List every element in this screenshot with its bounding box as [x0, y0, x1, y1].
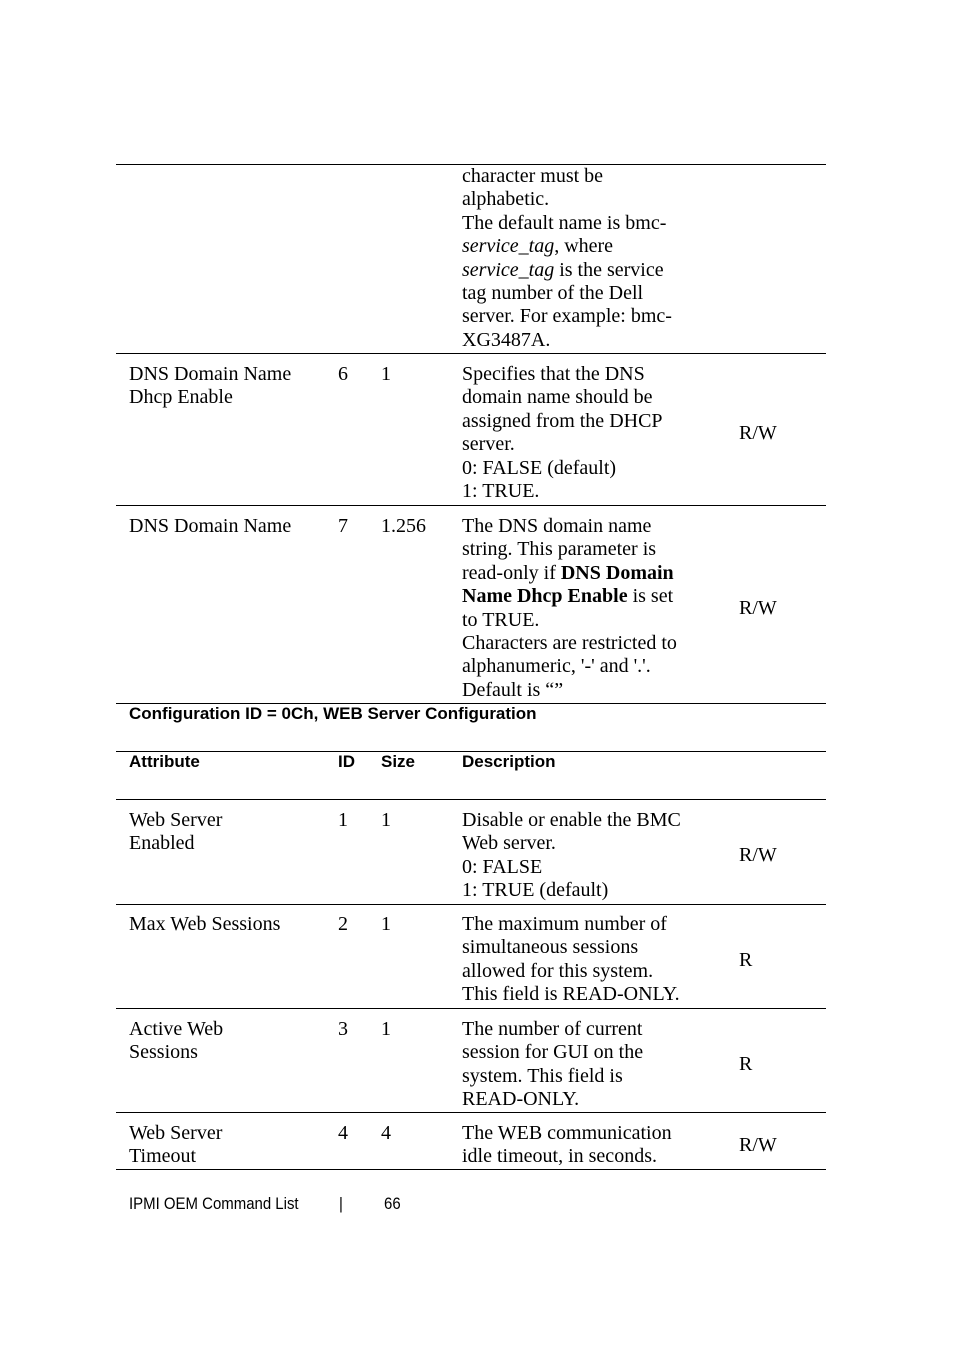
description-line: 1: TRUE (default) — [462, 879, 609, 902]
description-line: The WEB communication — [462, 1122, 672, 1144]
table-rule — [116, 353, 826, 354]
description-line: Characters are restricted to — [462, 632, 677, 655]
access-cell: R/W — [739, 597, 777, 619]
description-line: 0: FALSE — [462, 855, 543, 878]
size-cell: 1 — [381, 913, 391, 935]
description-line: alphanumeric, '-' and '.'. — [462, 655, 651, 678]
size-cell: 1 — [381, 809, 391, 831]
description-line: session for GUI on the — [462, 1041, 644, 1064]
table-rule — [116, 904, 826, 905]
description-line: character must be — [462, 165, 604, 187]
description-line: simultaneous sessions — [462, 936, 639, 959]
description-cell — [462, 913, 724, 1007]
italic-term: service_tag — [462, 258, 555, 281]
table-rule — [116, 799, 826, 800]
description-line: server. — [462, 433, 515, 456]
description-line: 1: TRUE. — [462, 480, 540, 503]
attribute-cell — [129, 363, 329, 410]
description-line: The default name is bmc- — [462, 211, 667, 234]
id-cell: 4 — [338, 1122, 348, 1144]
description-line — [462, 585, 724, 608]
description-line: alphabetic. — [462, 188, 550, 211]
header-description: Description — [462, 752, 556, 771]
attribute-line: Timeout — [129, 1145, 197, 1168]
id-cell: 6 — [338, 363, 348, 385]
size-cell: 1.256 — [381, 515, 426, 537]
description-cell — [462, 1122, 724, 1169]
description-line: string. This parameter is — [462, 538, 657, 561]
access-cell: R — [739, 949, 753, 971]
access-cell: R/W — [739, 844, 777, 866]
description-line: idle timeout, in seconds. — [462, 1145, 657, 1168]
attribute-line: DNS Domain Name — [129, 363, 292, 385]
description-line: Specifies that the DNS — [462, 363, 645, 385]
attribute-line: Web Server — [129, 809, 223, 831]
table-row-continued-description — [462, 165, 724, 352]
description-cell — [462, 515, 724, 702]
description-line: 0: FALSE (default) — [462, 456, 617, 479]
description-line: tag number of the Dell — [462, 282, 644, 305]
description-line: Default is “” — [462, 678, 564, 701]
description-line — [462, 235, 724, 258]
id-cell: 1 — [338, 809, 348, 831]
id-cell: 2 — [338, 913, 348, 935]
size-cell: 1 — [381, 1018, 391, 1040]
access-cell: R/W — [739, 422, 777, 444]
description-line: The maximum number of — [462, 913, 667, 935]
attribute-line: Dhcp Enable — [129, 386, 233, 409]
attribute-cell — [129, 1122, 329, 1169]
attribute-cell — [129, 1018, 329, 1065]
table-rule — [116, 1112, 826, 1113]
bold-term: DNS Domain — [560, 561, 674, 584]
size-cell: 1 — [381, 363, 391, 385]
description-fragment: read-only if — [462, 561, 561, 584]
description-cell — [462, 809, 724, 903]
section-title: Configuration ID = 0Ch, WEB Server Configuration — [129, 704, 537, 723]
header-id: ID — [338, 752, 355, 771]
attribute-line: Max Web Sessions — [129, 913, 281, 935]
footer-separator: | — [339, 1194, 343, 1213]
description-cell — [462, 1018, 724, 1112]
description-line: allowed for this system. — [462, 959, 654, 982]
description-line — [462, 562, 724, 585]
description-line: XG3487A. — [462, 328, 551, 351]
description-line: assigned from the DHCP — [462, 409, 663, 432]
italic-term: service_tag — [462, 235, 555, 258]
description-line: This field is READ-ONLY. — [462, 983, 680, 1006]
description-line: to TRUE. — [462, 608, 540, 631]
description-fragment: is the service — [554, 258, 664, 281]
attribute-cell — [129, 515, 329, 538]
access-cell: R — [739, 1053, 753, 1075]
description-line: system. This field is — [462, 1064, 623, 1087]
description-line: READ-ONLY. — [462, 1088, 580, 1111]
attribute-line: DNS Domain Name — [129, 515, 292, 537]
footer-page-number: 66 — [384, 1194, 401, 1213]
attribute-cell — [129, 809, 329, 856]
attribute-line: Sessions — [129, 1041, 198, 1064]
description-line: domain name should be — [462, 386, 653, 409]
attribute-line: Web Server — [129, 1122, 223, 1144]
description-fragment: , where — [554, 235, 614, 258]
description-line: Web server. — [462, 832, 556, 855]
table-rule — [116, 505, 826, 506]
id-cell: 3 — [338, 1018, 348, 1040]
access-cell: R/W — [739, 1134, 777, 1156]
bold-term: Name Dhcp Enable — [462, 585, 628, 608]
description-line: server. For example: bmc- — [462, 305, 672, 328]
table-rule — [116, 1169, 826, 1170]
description-line — [462, 259, 724, 282]
description-line: The DNS domain name — [462, 515, 652, 537]
description-fragment: is set — [627, 585, 674, 608]
attribute-line: Active Web — [129, 1018, 224, 1040]
size-cell: 4 — [381, 1122, 391, 1144]
header-attribute: Attribute — [129, 752, 200, 771]
description-line: The number of current — [462, 1018, 643, 1040]
id-cell: 7 — [338, 515, 348, 537]
attribute-line: Enabled — [129, 832, 195, 855]
footer-doc-title: IPMI OEM Command List — [129, 1194, 299, 1213]
description-line: Disable or enable the BMC — [462, 809, 681, 831]
table-rule — [116, 1008, 826, 1009]
header-size: Size — [381, 752, 416, 771]
description-cell — [462, 363, 724, 503]
attribute-cell — [129, 913, 329, 936]
